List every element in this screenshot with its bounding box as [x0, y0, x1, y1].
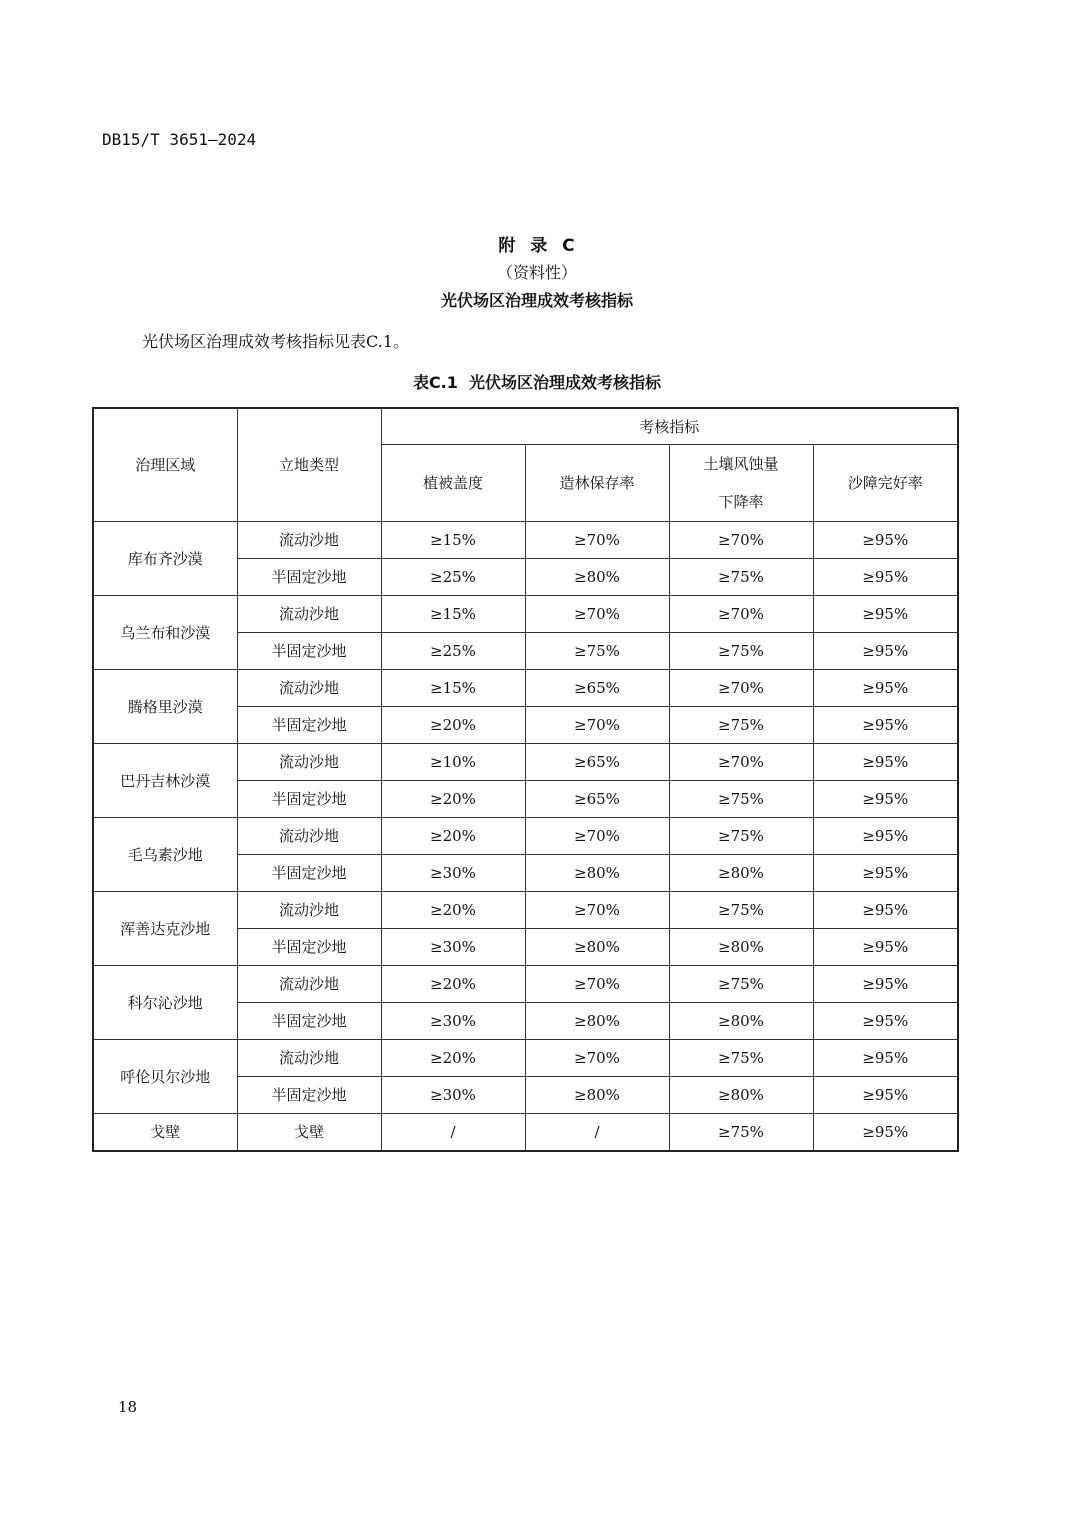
barrier-intact-cell: ≥95%	[813, 781, 958, 818]
vegetation-coverage-cell: ≥15%	[381, 522, 525, 559]
vegetation-coverage-cell: ≥10%	[381, 744, 525, 781]
forest-survival-cell: ≥70%	[525, 892, 669, 929]
site-type-cell: 半固定沙地	[237, 781, 381, 818]
forest-survival-cell: ≥80%	[525, 855, 669, 892]
erosion-reduction-cell: ≥70%	[669, 744, 813, 781]
table-row	[93, 1114, 958, 1152]
forest-survival-cell: ≥70%	[525, 596, 669, 633]
barrier-intact-cell: ≥95%	[813, 1040, 958, 1077]
site-type-cell: 戈壁	[237, 1114, 381, 1152]
page-number: 18	[118, 1398, 138, 1416]
region-name-cell: 戈壁	[93, 1114, 237, 1152]
site-type-cell: 流动沙地	[237, 1040, 381, 1077]
table-row	[93, 892, 958, 929]
forest-survival-cell: ≥75%	[525, 633, 669, 670]
erosion-reduction-cell: ≥80%	[669, 1003, 813, 1040]
barrier-intact-cell: ≥95%	[813, 1114, 958, 1152]
region-name-cell: 浑善达克沙地	[93, 892, 237, 966]
vegetation-coverage-cell: ≥30%	[381, 1003, 525, 1040]
header-site-type: 立地类型	[237, 408, 381, 522]
vegetation-coverage-cell: ≥20%	[381, 707, 525, 744]
table-row	[93, 966, 958, 1003]
forest-survival-cell: ≥70%	[525, 818, 669, 855]
erosion-reduction-cell: ≥75%	[669, 1114, 813, 1152]
barrier-intact-cell: ≥95%	[813, 522, 958, 559]
barrier-intact-cell: ≥95%	[813, 1077, 958, 1114]
vegetation-coverage-cell: ≥15%	[381, 670, 525, 707]
site-type-cell: 半固定沙地	[237, 707, 381, 744]
region-name-cell: 乌兰布和沙漠	[93, 596, 237, 670]
erosion-reduction-cell: ≥80%	[669, 929, 813, 966]
header-erosion-line2: 下降率	[718, 493, 764, 511]
erosion-reduction-cell: ≥75%	[669, 781, 813, 818]
vegetation-coverage-cell: ≥20%	[381, 818, 525, 855]
vegetation-coverage-cell: ≥25%	[381, 559, 525, 596]
barrier-intact-cell: ≥95%	[813, 670, 958, 707]
header-region: 治理区域	[93, 408, 237, 522]
table-row	[93, 596, 958, 633]
vegetation-coverage-cell: /	[381, 1114, 525, 1152]
region-name-cell: 呼伦贝尔沙地	[93, 1040, 237, 1114]
barrier-intact-cell: ≥95%	[813, 929, 958, 966]
erosion-reduction-cell: ≥75%	[669, 818, 813, 855]
intro-paragraph: 光伏场区治理成效考核指标见表C.1。	[142, 332, 409, 351]
vegetation-coverage-cell: ≥20%	[381, 966, 525, 1003]
site-type-cell: 流动沙地	[237, 966, 381, 1003]
forest-survival-cell: ≥70%	[525, 966, 669, 1003]
erosion-reduction-cell: ≥75%	[669, 633, 813, 670]
site-type-cell: 流动沙地	[237, 670, 381, 707]
indicator-table	[92, 407, 959, 1152]
vegetation-coverage-cell: ≥20%	[381, 781, 525, 818]
site-type-cell: 流动沙地	[237, 522, 381, 559]
erosion-reduction-cell: ≥70%	[669, 596, 813, 633]
erosion-reduction-cell: ≥80%	[669, 1077, 813, 1114]
forest-survival-cell: ≥80%	[525, 929, 669, 966]
vegetation-coverage-cell: ≥20%	[381, 1040, 525, 1077]
forest-survival-cell: ≥70%	[525, 707, 669, 744]
site-type-cell: 半固定沙地	[237, 1077, 381, 1114]
barrier-intact-cell: ≥95%	[813, 818, 958, 855]
erosion-reduction-cell: ≥80%	[669, 855, 813, 892]
erosion-reduction-cell: ≥75%	[669, 707, 813, 744]
appendix-title: 附 录 C	[498, 236, 576, 256]
forest-survival-cell: ≥65%	[525, 781, 669, 818]
barrier-intact-cell: ≥95%	[813, 707, 958, 744]
forest-survival-cell: ≥65%	[525, 744, 669, 781]
vegetation-coverage-cell: ≥25%	[381, 633, 525, 670]
erosion-reduction-cell: ≥70%	[669, 522, 813, 559]
site-type-cell: 流动沙地	[237, 596, 381, 633]
header-erosion-line1: 土壤风蚀量	[703, 455, 779, 473]
erosion-reduction-cell: ≥75%	[669, 559, 813, 596]
barrier-intact-cell: ≥95%	[813, 855, 958, 892]
table-row	[93, 818, 958, 855]
appendix-heading: 光伏场区治理成效考核指标	[440, 291, 633, 310]
site-type-cell: 流动沙地	[237, 818, 381, 855]
erosion-reduction-cell: ≥75%	[669, 966, 813, 1003]
header-indicator-group: 考核指标	[381, 408, 958, 445]
barrier-intact-cell: ≥95%	[813, 1003, 958, 1040]
site-type-cell: 流动沙地	[237, 892, 381, 929]
region-name-cell: 巴丹吉林沙漠	[93, 744, 237, 818]
erosion-reduction-cell: ≥75%	[669, 892, 813, 929]
forest-survival-cell: ≥65%	[525, 670, 669, 707]
site-type-cell: 半固定沙地	[237, 855, 381, 892]
forest-survival-cell: ≥70%	[525, 522, 669, 559]
barrier-intact-cell: ≥95%	[813, 966, 958, 1003]
document-code: DB15/T 3651—2024	[102, 130, 257, 149]
table-caption: 表C.1 光伏场区治理成效考核指标	[412, 373, 662, 392]
forest-survival-cell: /	[525, 1114, 669, 1152]
appendix-nature: （资料性）	[496, 263, 577, 282]
vegetation-coverage-cell: ≥30%	[381, 1077, 525, 1114]
region-name-cell: 腾格里沙漠	[93, 670, 237, 744]
vegetation-coverage-cell: ≥20%	[381, 892, 525, 929]
barrier-intact-cell: ≥95%	[813, 559, 958, 596]
table-body	[93, 522, 958, 1152]
barrier-intact-cell: ≥95%	[813, 892, 958, 929]
barrier-intact-cell: ≥95%	[813, 596, 958, 633]
vegetation-coverage-cell: ≥30%	[381, 929, 525, 966]
header-forest-survival-rate: 造林保存率	[525, 445, 669, 522]
erosion-reduction-cell: ≥70%	[669, 670, 813, 707]
site-type-cell: 流动沙地	[237, 744, 381, 781]
vegetation-coverage-cell: ≥30%	[381, 855, 525, 892]
table-row	[93, 522, 958, 559]
table-row	[93, 1040, 958, 1077]
barrier-intact-cell: ≥95%	[813, 744, 958, 781]
header-barrier-intact-rate: 沙障完好率	[813, 445, 958, 522]
forest-survival-cell: ≥80%	[525, 1077, 669, 1114]
header-vegetation-coverage: 植被盖度	[381, 445, 525, 522]
region-name-cell: 毛乌素沙地	[93, 818, 237, 892]
vegetation-coverage-cell: ≥15%	[381, 596, 525, 633]
forest-survival-cell: ≥80%	[525, 559, 669, 596]
table-row	[93, 744, 958, 781]
erosion-reduction-cell: ≥75%	[669, 1040, 813, 1077]
table-row	[93, 670, 958, 707]
forest-survival-cell: ≥70%	[525, 1040, 669, 1077]
region-name-cell: 库布齐沙漠	[93, 522, 237, 596]
site-type-cell: 半固定沙地	[237, 1003, 381, 1040]
region-name-cell: 科尔沁沙地	[93, 966, 237, 1040]
site-type-cell: 半固定沙地	[237, 633, 381, 670]
site-type-cell: 半固定沙地	[237, 929, 381, 966]
forest-survival-cell: ≥80%	[525, 1003, 669, 1040]
barrier-intact-cell: ≥95%	[813, 633, 958, 670]
header-erosion-reduction-rate	[669, 445, 813, 522]
site-type-cell: 半固定沙地	[237, 559, 381, 596]
